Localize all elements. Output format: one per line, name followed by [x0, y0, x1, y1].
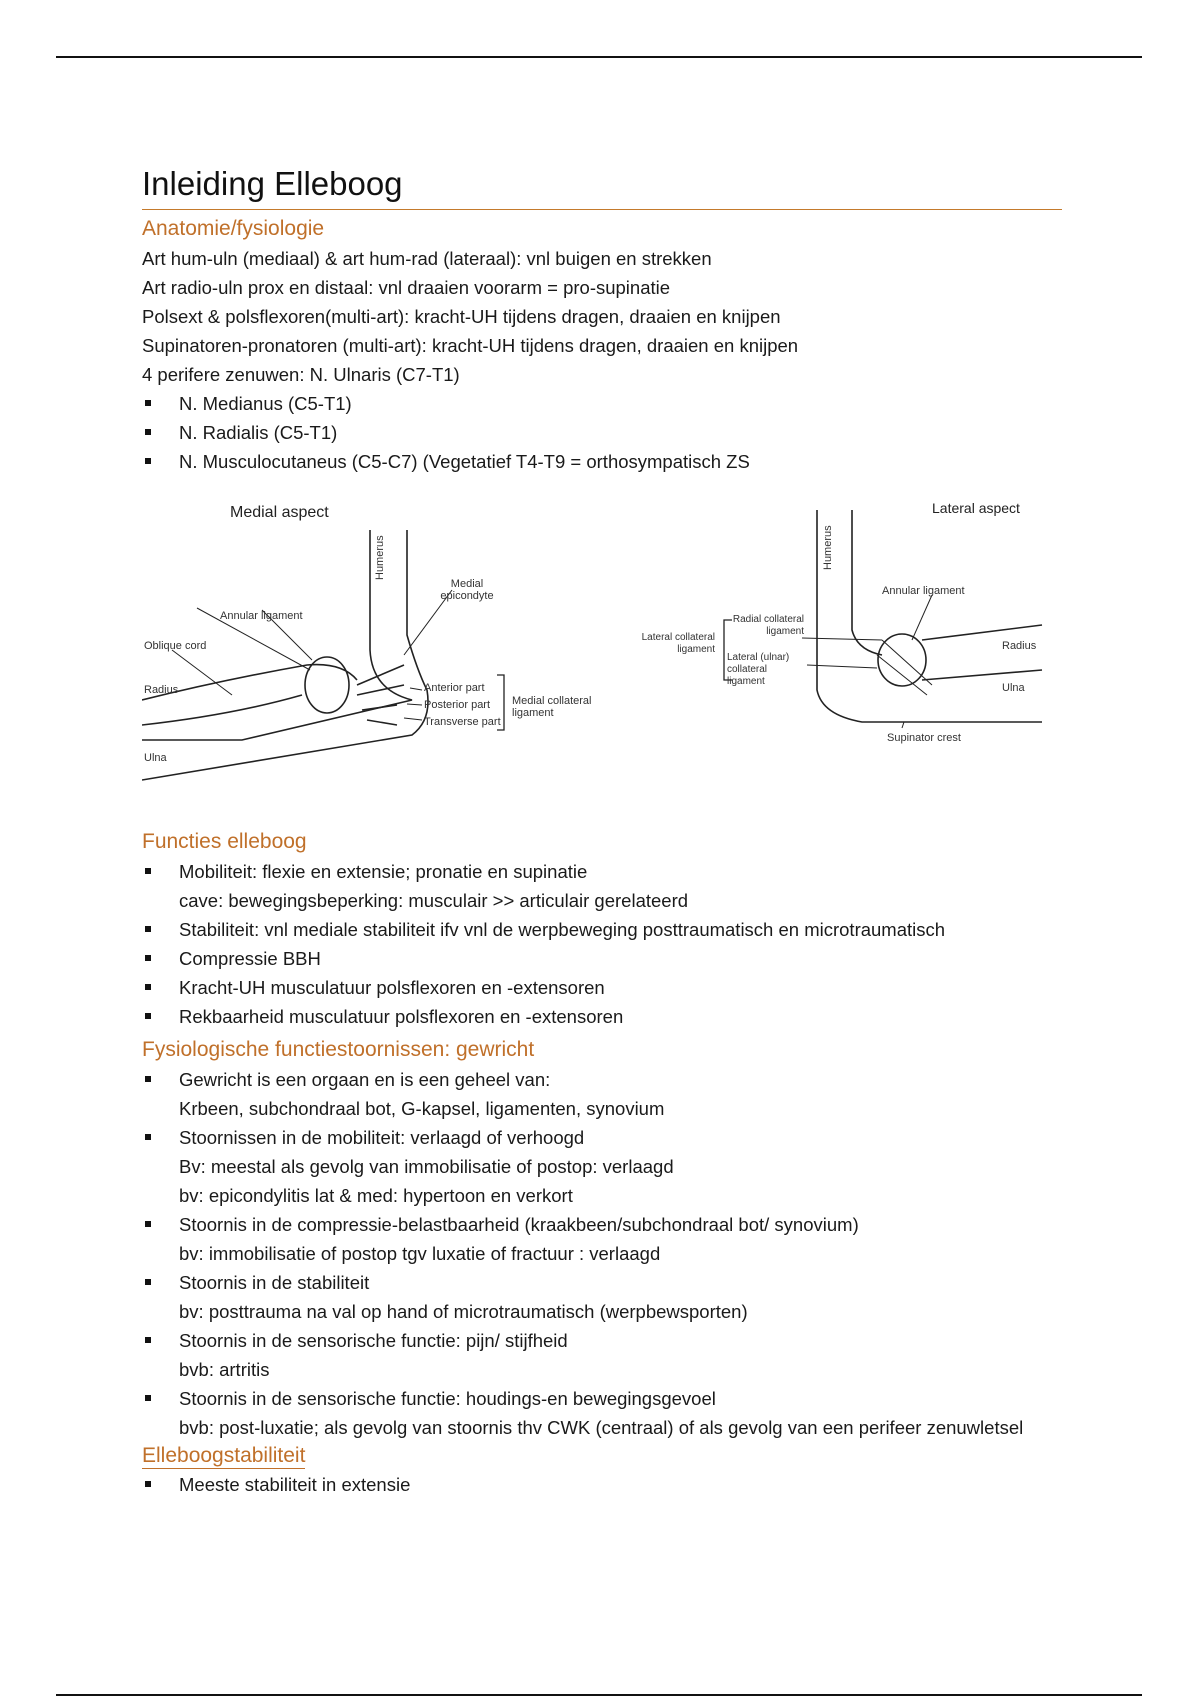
list-item: Stabiliteit: vnl mediale stabiliteit ifv vnl de werpbeweging posttraumatisch en microtraumatisch [142, 915, 1062, 944]
medial-epicondyle-label: Medial epicondyte [440, 578, 494, 602]
list-item-main: Stoornis in de stabiliteit [179, 1272, 370, 1293]
list-item [142, 1268, 1062, 1326]
lateral-radius-outline [922, 625, 1042, 640]
page-bottom-rule [56, 1694, 1142, 1696]
page-top-rule [56, 56, 1142, 58]
list-item: N. Radialis (C5-T1) [142, 418, 1062, 447]
stoornissen-list [142, 1065, 1062, 1442]
lateral-ulna-label: Ulna [1002, 682, 1025, 694]
list-item-sub: bv: posttrauma na val op hand of microtraumatisch (werpbewsporten) [179, 1301, 748, 1322]
list-item-main: Stoornis in de compressie-belastbaarheid (kraakbeen/subchondraal bot/ synovium) [179, 1214, 859, 1235]
list-item-main: Mobiliteit: flexie en extensie; pronatie en supinatie [179, 861, 588, 882]
section-heading-stabiliteit: Elleboogstabiliteit [142, 1444, 306, 1467]
list-item: Meeste stabiliteit in extensie [142, 1470, 1062, 1499]
medial-ulna-label: Ulna [144, 752, 167, 764]
list-item-main: Stoornissen in de mobiliteit: verlaagd of verhoogd [179, 1127, 585, 1148]
medial-aspect-title: Medial aspect [230, 504, 329, 521]
lateral-annular-ligament [878, 634, 926, 686]
list-item-main: Stoornis in de sensorische functie: houdings-en bewegingsgevoel [179, 1388, 716, 1409]
medial-humerus-label: Humerus [374, 535, 386, 580]
section-heading-functies: Functies elleboog [142, 830, 307, 853]
list-item-sub: cave: bewegingsbeperking: musculair >> articulair gerelateerd [179, 890, 689, 911]
list-item [142, 857, 1062, 915]
text-line: Polsext & polsflexoren(multi-art): kracht-UH tijdens dragen, draaien en knijpen [142, 306, 781, 327]
text-line: 4 perifere zenuwen: N. Ulnaris (C7-T1) [142, 364, 460, 385]
radial-collateral-label: Radial collateral ligament [732, 614, 804, 637]
section-heading-anatomie: Anatomie/fysiologie [142, 217, 325, 240]
lateral-annular-label: Annular ligament [882, 585, 965, 597]
list-item [142, 1384, 1062, 1442]
lateral-aspect-title: Lateral aspect [932, 500, 1020, 516]
list-item [142, 1326, 1062, 1384]
list-item-sub: Krbeen, subchondraal bot, G-kapsel, ligamenten, synovium [179, 1098, 665, 1119]
lateral-radius-label: Radius [1002, 640, 1037, 652]
list-item-main: Gewricht is een orgaan en is een geheel van: [179, 1069, 551, 1090]
transverse-part-label: Transverse part [424, 716, 501, 728]
nerve-list [142, 389, 1062, 476]
list-item-sub: bvb: artritis [179, 1359, 270, 1380]
lateral-collateral-label: Lateral collateral ligament [641, 632, 715, 655]
elbow-illustration [142, 490, 1092, 810]
list-item: Kracht-UH musculatuur polsflexoren en -extensoren [142, 973, 1062, 1002]
document-body [142, 165, 1062, 1499]
medial-annular-label: Annular ligament [220, 610, 303, 622]
oblique-cord-label: Oblique cord [144, 640, 207, 652]
list-item-sub: Bv: meestal als gevolg van immobilisatie of postop: verlaagd [179, 1156, 674, 1177]
list-item [142, 1123, 1062, 1210]
mcl-label: Medial collateral ligament [512, 695, 592, 719]
list-item-sub: bvb: post-luxatie; als gevolg van stoornis thv CWK (centraal) of als gevolg van een perifeer zenuwletsel [179, 1417, 1024, 1438]
text-line: Supinatoren-pronatoren (multi-art): kracht-UH tijdens dragen, draaien en knijpen [142, 335, 799, 356]
lateral-humerus-label: Humerus [822, 525, 834, 570]
section-heading-stoornissen: Fysiologische functiestoornissen: gewricht [142, 1038, 535, 1061]
supinator-crest-label: Supinator crest [887, 732, 961, 744]
list-item: Rekbaarheid musculatuur polsflexoren en -extensoren [142, 1002, 1062, 1031]
medial-radius-label: Radius [144, 684, 179, 696]
list-item: N. Medianus (C5-T1) [142, 389, 1062, 418]
list-item-sub: bv: epicondylitis lat & med: hypertoon en verkort [179, 1185, 573, 1206]
list-item-sub: bv: immobilisatie of postop tgv luxatie of fractuur : verlaagd [179, 1243, 661, 1264]
list-item: N. Musculocutaneus (C5-C7) (Vegetatief T4-T9 = orthosympatisch ZS [142, 447, 1062, 476]
text-line: Art radio-uln prox en distaal: vnl draaien voorarm = pro-supinatie [142, 277, 671, 298]
stabiliteit-list [142, 1470, 1062, 1499]
page-title: Inleiding Elleboog [142, 165, 1062, 210]
lateral-ulnar-collateral-label: Lateral (ulnar) collateral ligament [727, 652, 790, 687]
list-item [142, 1210, 1062, 1268]
functies-list [142, 857, 1062, 1031]
elbow-anatomy-figure [142, 490, 1092, 810]
anterior-part-label: Anterior part [424, 682, 485, 694]
posterior-part-label: Posterior part [424, 699, 491, 711]
list-item: Compressie BBH [142, 944, 1062, 973]
text-line: Art hum-uln (mediaal) & art hum-rad (lateraal): vnl buigen en strekken [142, 248, 712, 269]
list-item-main: Stoornis in de sensorische functie: pijn/ stijfheid [179, 1330, 568, 1351]
list-item [142, 1065, 1062, 1123]
lateral-humerus-outline [852, 510, 882, 655]
